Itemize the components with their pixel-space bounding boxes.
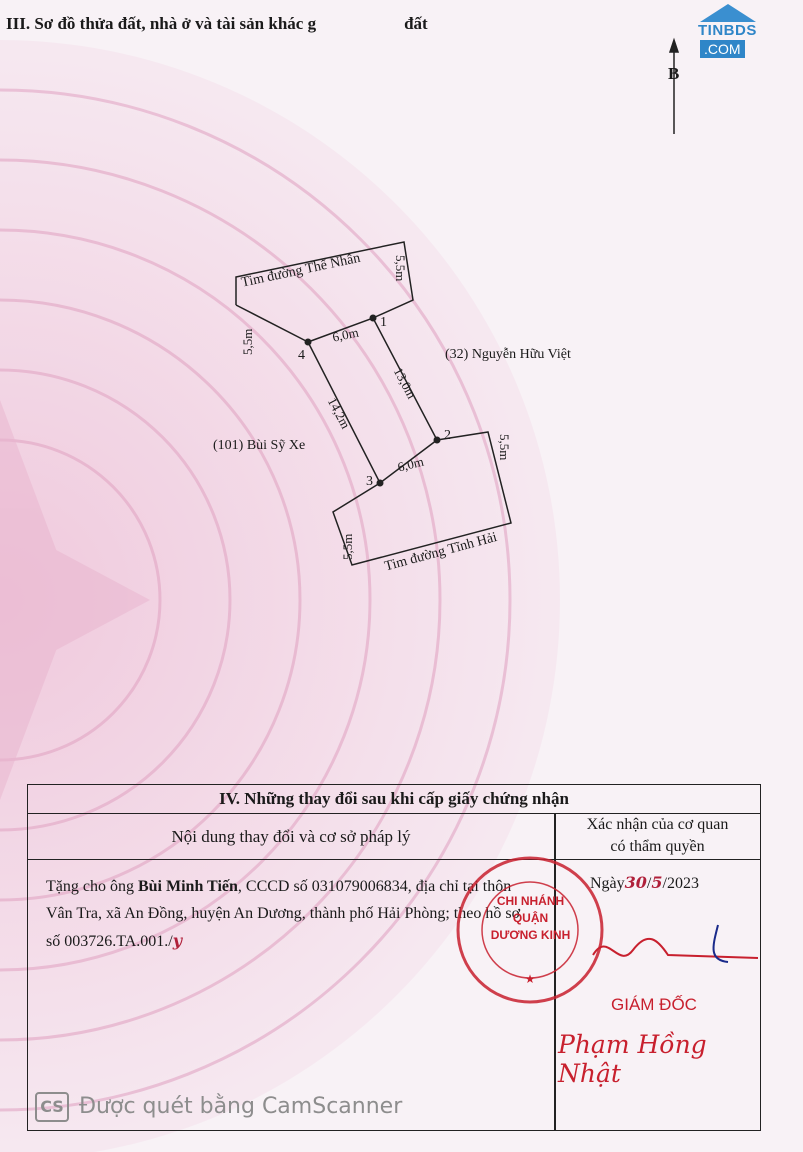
column-header-confirmation: Xác nhận của cơ quan có thẩm quyền (555, 814, 760, 860)
neighbor-left-label: (101) Bùi Sỹ Xe (213, 438, 306, 453)
dim-top-left: 5,5m (240, 328, 255, 355)
dim-top-right: 5,5m (393, 255, 408, 282)
changes-table (27, 784, 761, 1131)
recipient-name: Bùi Minh Tiến (137, 878, 238, 895)
road-bottom-label: Tim đường Tĩnh Hải (383, 530, 499, 575)
house-roof-icon (700, 4, 756, 22)
point-2-marker (434, 437, 441, 444)
north-label: B (668, 64, 680, 83)
signature-icon (588, 920, 758, 980)
signer-name: Phạm Hồng Nhật (558, 1030, 707, 1088)
point-1-label: 1 (380, 315, 387, 330)
point-2-label: 2 (444, 428, 451, 443)
change-content: Tặng cho ông Bùi Minh Tiến, CCCD số 031079006834, địa chỉ tại thôn Vân Tra, xã An Đồng, huyện An Dương, thành phố Hải Phòng; theo hồ sơ số 003726.TA.001./y (46, 878, 521, 950)
dim-top-width: 6,0m (331, 324, 360, 345)
camscanner-watermark: CS Được quét bằng CamScanner (35, 1092, 402, 1122)
road-top-label: Tim đường Thế Nhân (240, 250, 362, 291)
svg-text:★: ★ (524, 972, 536, 986)
dim-bottom-width: 6,0m (396, 453, 426, 475)
camscanner-icon: CS (35, 1092, 69, 1122)
point-3-label: 3 (366, 474, 373, 489)
point-4-label: 4 (298, 348, 305, 363)
dim-bottom-right: 5,5m (497, 434, 512, 461)
point-4-marker (305, 339, 312, 346)
dim-left: 14,2m (324, 395, 354, 432)
confirmation-date: Ngày30/5/2023 (590, 873, 699, 892)
table-title: IV. Những thay đổi sau khi cấp giấy chứng nhận (28, 785, 760, 814)
position-title: GIÁM ĐỐC (611, 995, 697, 1014)
dim-right: 13,0m (390, 365, 420, 402)
section-iii-heading: III. Sơ đồ thửa đất, nhà ở và tài sản khác g đất (6, 14, 428, 33)
point-3-marker (377, 480, 384, 487)
point-1-marker (370, 315, 377, 322)
dim-bottom-left: 5,5m (340, 533, 355, 560)
handwritten-mark: y (172, 931, 183, 950)
column-header-content: Nội dung thay đổi và cơ sở pháp lý (28, 814, 554, 860)
tinbds-logo: TINBDS .COM (694, 4, 764, 64)
official-stamp: ★ CHI NHÁNH QUẬN DƯƠNG KINH (453, 853, 608, 1008)
neighbor-right-label: (32) Nguyễn Hữu Việt (445, 347, 571, 362)
